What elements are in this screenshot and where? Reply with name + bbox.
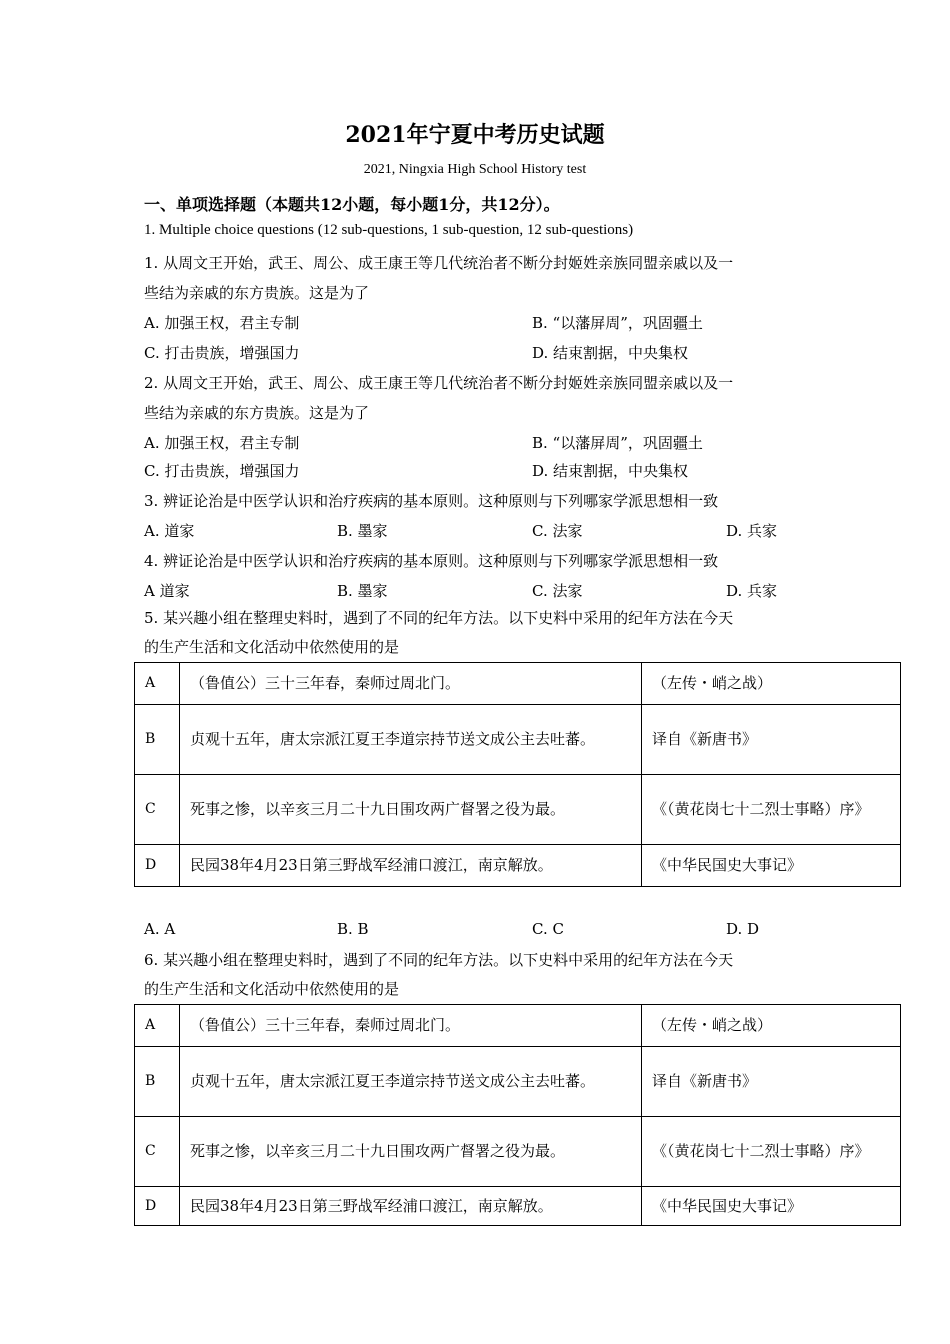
row-label: A	[135, 1005, 180, 1047]
q2-option-b[interactable]: B. “以藩屏周”，巩固疆土	[532, 434, 703, 452]
q2-option-a[interactable]: A. 加强王权，君主专制	[144, 434, 300, 452]
q5-option-b[interactable]: B. B	[337, 920, 369, 938]
table-row	[135, 1005, 901, 1047]
q4-option-b[interactable]: B. 墨家	[337, 582, 388, 600]
row-label: D	[135, 1187, 180, 1226]
row-source: 《中华民国史大事记》	[642, 1187, 901, 1226]
q1-option-d[interactable]: D. 结束割据，中央集权	[532, 344, 689, 362]
q5-option-c[interactable]: C. C	[532, 920, 564, 938]
row-source: （左传・峭之战）	[642, 1005, 901, 1047]
q4-option-c[interactable]: C. 法家	[532, 582, 583, 600]
q1-option-a[interactable]: A. 加强王权，君主专制	[144, 314, 300, 332]
q2-stem-line2: 些结为亲戚的东方贵族。这是为了	[144, 404, 370, 422]
table-row	[135, 1047, 901, 1117]
row-text: （鲁值公）三十三年春，秦师过周北门。	[180, 1005, 642, 1047]
table-row	[135, 775, 901, 845]
row-source: （左传・峭之战）	[642, 663, 901, 705]
q3-option-c[interactable]: C. 法家	[532, 522, 583, 540]
q5-stem-line1: 5. 某兴趣小组在整理史料时，遇到了不同的纪年方法。以下史料中采用的纪年方法在今天	[144, 609, 734, 627]
table-row	[135, 845, 901, 887]
q4-stem: 4. 辨证论治是中医学认识和治疗疾病的基本原则。这种原则与下列哪家学派思想相一致	[144, 552, 719, 570]
row-label: C	[135, 1117, 180, 1187]
row-label: D	[135, 845, 180, 887]
q5-option-d[interactable]: D. D	[726, 920, 760, 938]
q1-option-c[interactable]: C. 打击贵族，增强国力	[144, 344, 300, 362]
q2-option-c[interactable]: C. 打击贵族，增强国力	[144, 462, 300, 480]
q6-stem-line2: 的生产生活和文化活动中依然使用的是	[144, 980, 400, 998]
q2-option-d[interactable]: D. 结束割据，中央集权	[532, 462, 689, 480]
section-english: 1. Multiple choice questions (12 sub-questions, 1 sub-question, 12 sub-questions)	[144, 222, 634, 238]
row-source: 《（黄花岗七十二烈士事略）序》	[642, 1117, 901, 1187]
row-text: 民园38年4月23日第三野战军经浦口渡江，南京解放。	[180, 845, 642, 887]
row-source: 译自《新唐书》	[642, 705, 901, 775]
row-text: 死事之惨，以辛亥三月二十九日围攻两广督署之役为最。	[180, 775, 642, 845]
row-text: 贞观十五年，唐太宗派江夏王李道宗持节送文成公主去吐蕃。	[180, 705, 642, 775]
section-heading: 一、单项选择题（本题共12小题，每小题1分，共12分）。	[144, 195, 560, 214]
page-title: 2021年宁夏中考历史试题	[345, 122, 605, 148]
q5-source-table	[134, 662, 901, 887]
q4-option-a[interactable]: A 道家	[144, 582, 190, 600]
q2-stem-line1: 2. 从周文王开始，武王、周公、成王康王等几代统治者不断分封姬姓亲族同盟亲戚以及一	[144, 374, 734, 392]
row-text: 民园38年4月23日第三野战军经浦口渡江，南京解放。	[180, 1187, 642, 1226]
q5-option-a[interactable]: A. A	[144, 920, 176, 938]
row-source: 《（黄花岗七十二烈士事略）序》	[642, 775, 901, 845]
row-source: 译自《新唐书》	[642, 1047, 901, 1117]
q6-stem-line1: 6. 某兴趣小组在整理史料时，遇到了不同的纪年方法。以下史料中采用的纪年方法在今天	[144, 951, 734, 969]
q3-stem: 3. 辨证论治是中医学认识和治疗疾病的基本原则。这种原则与下列哪家学派思想相一致	[144, 492, 719, 510]
page-subtitle: 2021, Ningxia High School History test	[363, 162, 587, 177]
q3-option-a[interactable]: A. 道家	[144, 522, 195, 540]
row-label: B	[135, 705, 180, 775]
q6-source-table	[134, 1004, 901, 1226]
q1-option-b[interactable]: B. “以藩屏周”，巩固疆土	[532, 314, 703, 332]
q4-option-d[interactable]: D. 兵家	[726, 582, 778, 600]
q3-option-d[interactable]: D. 兵家	[726, 522, 778, 540]
row-text: 贞观十五年，唐太宗派江夏王李道宗持节送文成公主去吐蕃。	[180, 1047, 642, 1117]
table-row	[135, 1117, 901, 1187]
table-row	[135, 705, 901, 775]
table-row	[135, 663, 901, 705]
row-label: A	[135, 663, 180, 705]
q1-stem-line1: 1. 从周文王开始，武王、周公、成王康王等几代统治者不断分封姬姓亲族同盟亲戚以及一	[144, 254, 734, 272]
q1-stem-line2: 些结为亲戚的东方贵族。这是为了	[144, 284, 370, 302]
q3-option-b[interactable]: B. 墨家	[337, 522, 388, 540]
row-source: 《中华民国史大事记》	[642, 845, 901, 887]
row-label: B	[135, 1047, 180, 1117]
q5-stem-line2: 的生产生活和文化活动中依然使用的是	[144, 638, 400, 656]
row-text: 死事之惨，以辛亥三月二十九日围攻两广督署之役为最。	[180, 1117, 642, 1187]
row-text: （鲁值公）三十三年春，秦师过周北门。	[180, 663, 642, 705]
table-row	[135, 1187, 901, 1226]
row-label: C	[135, 775, 180, 845]
